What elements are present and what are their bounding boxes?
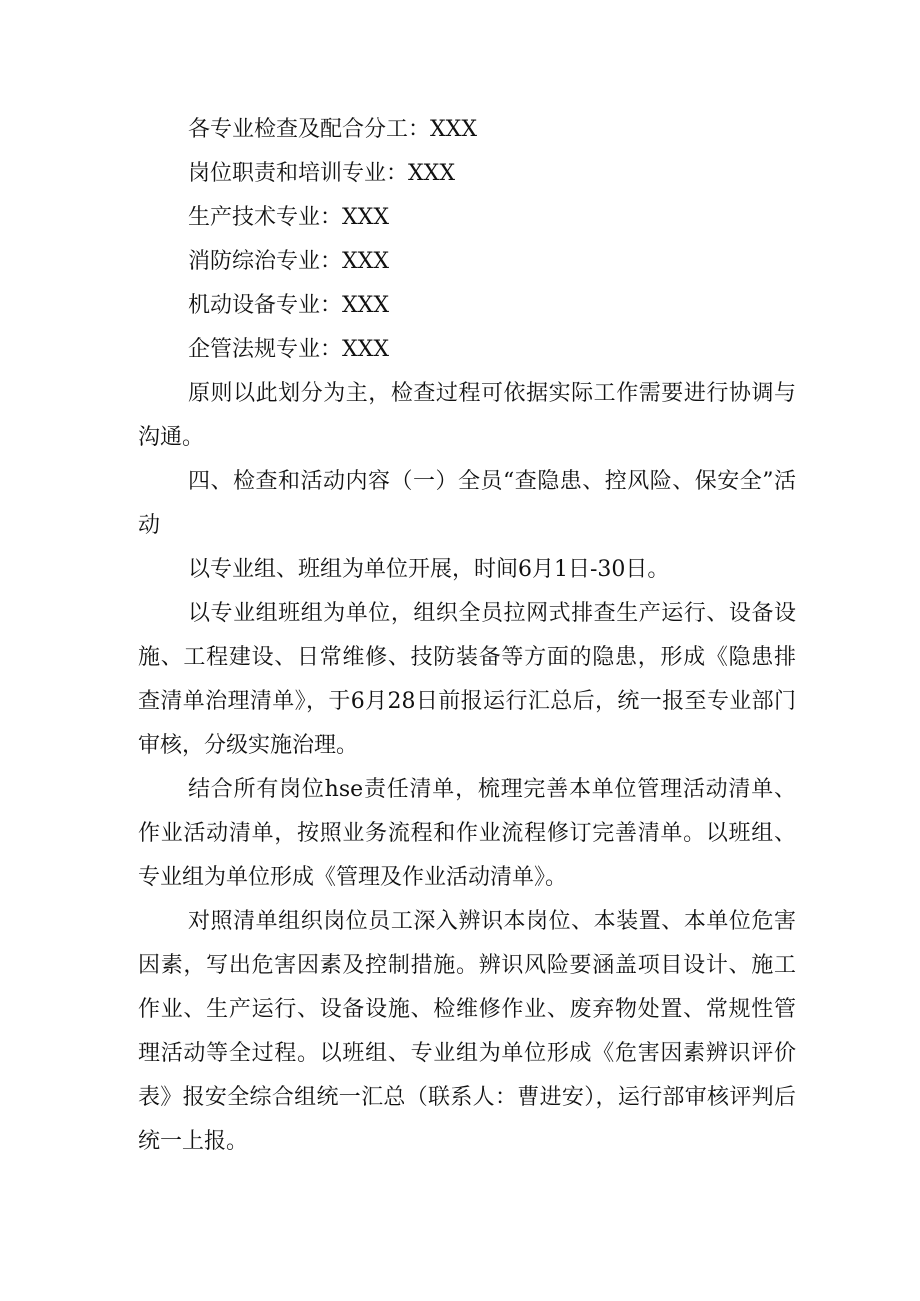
paragraph-risk-identification: 对照清单组织岗位员工深入辨识本岗位、本装置、本单位危害因素，写出危害因素及控制措施。辨识风险要涵盖项目设计、施工作业、生产运行、设备设施、检维修作业、废弃物处置、常规性管理活动等全过程。以班组、专业组为单位形成《危害因素辨识评价表》报安全综合组统一汇总（联系人：曹进安），运行部审核评判后统一上报。 (138, 909, 796, 1154)
assignment-line: 机动设备专业：XXX (188, 293, 389, 318)
assignment-line: 岗位职责和培训专业：XXX (188, 161, 455, 186)
section-heading: 四、检查和活动内容（一）全员“查隐患、控风险、保安全”活动 (138, 469, 796, 538)
paragraph-principle: 原则以此划分为主，检查过程可依据实际工作需要进行协调与沟通。 (138, 381, 796, 450)
assignment-line: 消防综治专业：XXX (188, 249, 389, 274)
paragraph-schedule: 以专业组、班组为单位开展，时间6月1日-30日。 (188, 557, 670, 582)
paragraph-hazard-check: 以专业组班组为单位，组织全员拉网式排查生产运行、设备设施、工程建设、日常维修、技防装备等方面的隐患，形成《隐患排查清单治理清单》，于6月28日前报运行汇总后，统一报至专业部门审核，分级实施治理。 (138, 601, 796, 758)
assignment-line: 生产技术专业：XXX (188, 205, 389, 230)
document-body (138, 108, 796, 1164)
assignment-line: 企管法规专业：XXX (188, 337, 389, 362)
assignment-line: 各专业检查及配合分工：XXX (188, 117, 477, 142)
paragraph-activity-list: 结合所有岗位hse责任清单，梳理完善本单位管理活动清单、作业活动清单，按照业务流程和作业流程修订完善清单。以班组、专业组为单位形成《管理及作业活动清单》。 (138, 777, 796, 890)
